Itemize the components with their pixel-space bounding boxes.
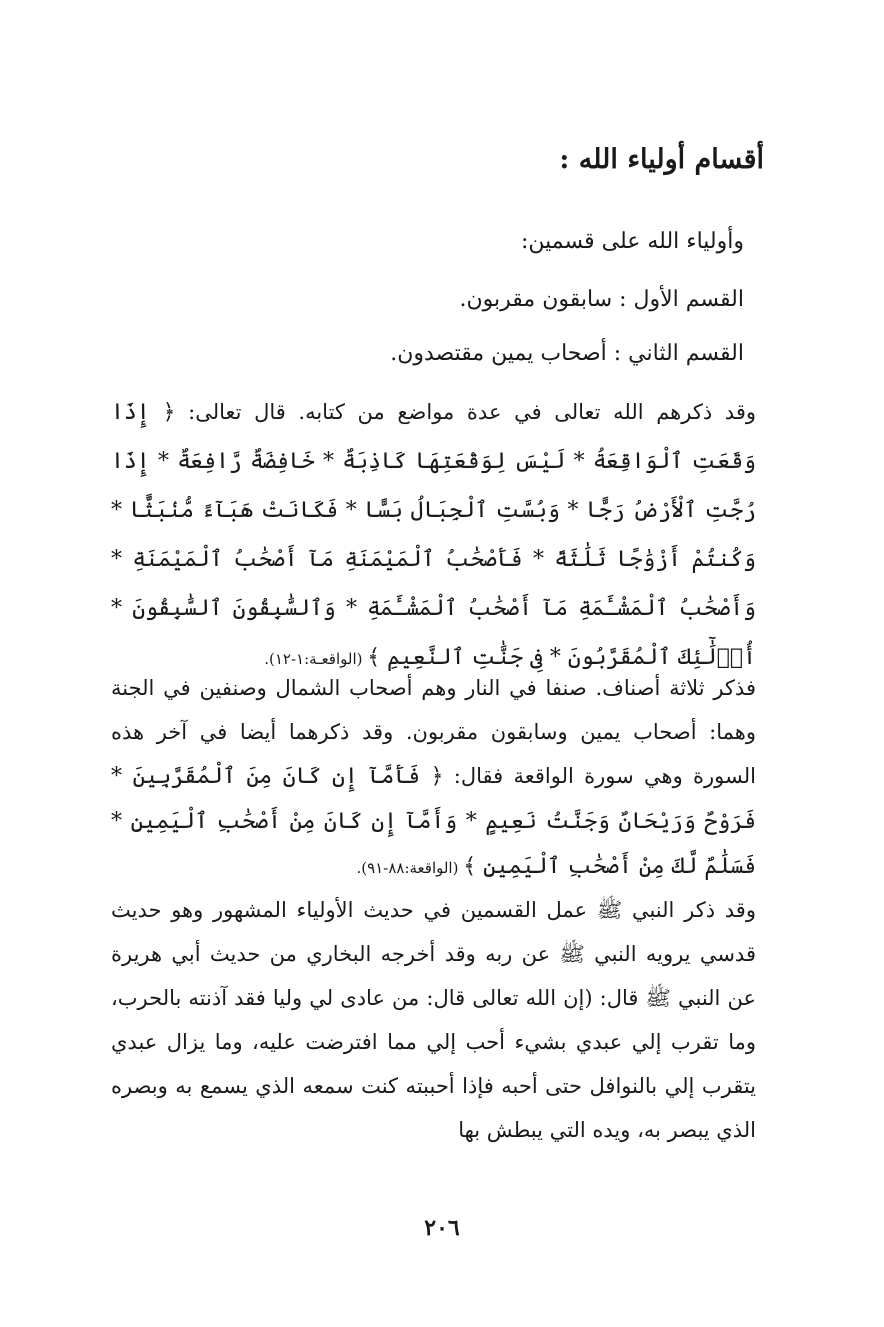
verse-reference: (الواقعة:٨٨-٩١).	[356, 859, 464, 877]
hadith-paragraph: وقد ذكر النبي ﷺ عمل القسمين في حديث الأولياء المشهور وهو حديث قدسي يرويه النبي ﷺ عن ربه وقد أخرجه البخاري من حديث أبي هريرة عن النبي ﷺ قال: (إن الله تعالى قال: من عادى لي وليا فقد آذنته بالحرب، وما تقرب إلي عبدي بشيء أحب إلي مما افترضت عليه، وما يزال عبدي يتقرب إلي بالنوافل حتى أحبه فإذا أحببته كنت سمعه الذي يسمع به وبصره الذي يبصر به، ويده التي يبطش بها	[111, 898, 756, 1142]
verse-reference: (الواقعـة:١-١٢).	[264, 650, 368, 668]
quran-verses-waqiah-88-91: ﴿ فَأَمَّآ إِن كَانَ مِنَ ٱلْمُقَرَّبِينَ * فَرَوْحٌ وَرَيْحَانٌ وَجَنَّتُ نَعِيمٍ * وَأَمَّآ إِن كَانَ مِنْ أَصْحَٰبِ ٱلْيَمِينِ * فَسَلَٰمٌ لَّكَ مِنْ أَصْحَٰبِ ٱلْيَمِينِ ﴾	[111, 764, 756, 879]
first-division-line: القسم الأول : سابقون مقربون.	[459, 287, 744, 312]
intro-line: وأولياء الله على قسمين:	[520, 229, 744, 254]
second-division-line: القسم الثاني : أصحاب يمين مقتصدون.	[390, 341, 744, 366]
paragraph-text: فذكر ثلاثة أصناف. صنفا في النار وهم أصحاب الشمال وصنفين في الجنة وهما: أصحاب يمين وسابقون مقربون. وقد ذكرهما أيضا في آخر هذه السورة وهي سورة الواقعة فقال:	[111, 676, 756, 788]
paragraph-lead-text: وقد ذكرهم الله تعالى في عدة مواضع من كتابه. قال تعالى:	[175, 400, 756, 424]
section-heading: أقسام أولياء الله :	[559, 144, 764, 175]
page-number: ٢٠٦	[424, 1215, 460, 1241]
quran-verses-waqiah-1-12: ﴿ إِذَا وَقَعَتِ ٱلْوَاقِعَةُ * لَيْسَ لِوَقْعَتِهَا كَاذِبَةٌ * خَافِضَةٌ رَّافِعَةٌ * إِذَا رُجَّتِ ٱلْأَرْضُ رَجًّا * وَبُسَّتِ ٱلْجِبَالُ بَسًّا * فَكَانَتْ هَبَآءً مُّنۢبَثًّا * وَكُنتُمْ أَزْوَٰجًا ثَلَٰثَةً * فَأَصْحَٰبُ ٱلْمَيْمَنَةِ مَآ أَصْحَٰبُ ٱلْمَيْمَنَةِ * وَأَصْحَٰبُ ٱلْمَشْـَٔمَةِ مَآ أَصْحَٰبُ ٱلْمَشْـَٔمَةِ * وَٱلسَّٰبِقُونَ ٱلسَّٰبِقُونَ * أُو۟لَٰٓئِكَ ٱلْمُقَرَّبُونَ * فِى جَنَّٰتِ ٱلنَّعِيمِ ﴾	[111, 400, 756, 670]
quran-citation-paragraph	[111, 388, 756, 683]
three-categories-paragraph	[111, 666, 756, 890]
